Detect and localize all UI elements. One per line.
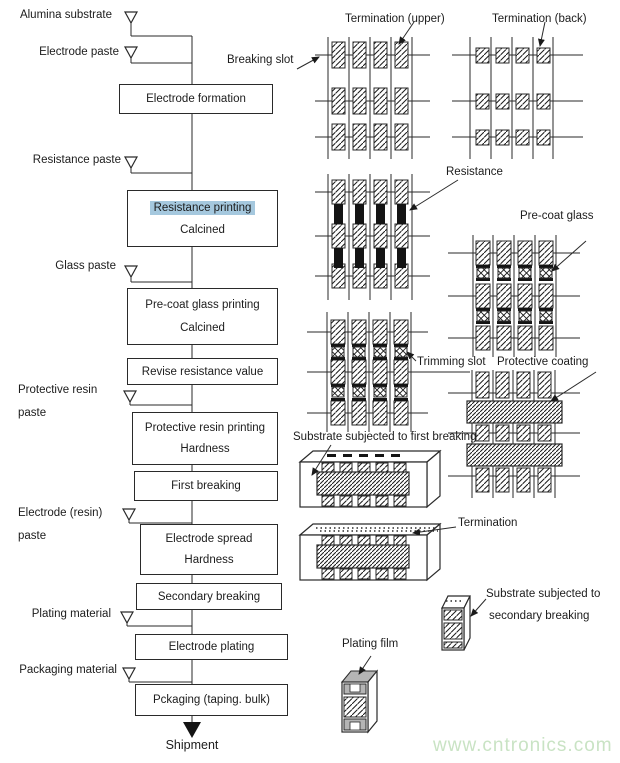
caption-first-breaking: Substrate subjected to first breaking — [293, 431, 477, 443]
step-electrode-formation — [119, 84, 273, 114]
step-label: Pckaging (taping. bulk) — [153, 694, 270, 706]
step-label: Electrode spread — [165, 533, 253, 546]
substrate-bar-first-breaking — [300, 451, 440, 507]
step-label: Protective resin printing — [144, 422, 266, 434]
caption-protective-coating: Protective coating — [497, 356, 589, 368]
substrate-grid-termination-back — [452, 37, 583, 159]
step-label: Electrode formation — [146, 93, 246, 105]
step-precoat-glass-printing — [127, 288, 278, 345]
input-label-resistance-paste: Resistance paste — [32, 154, 121, 166]
chip-plating-film — [342, 671, 377, 732]
input-label-electrode-paste: Electrode paste — [39, 46, 119, 58]
step-label-highlighted: Resistance printing — [150, 201, 256, 215]
step-resistance-printing — [127, 190, 278, 247]
substrate-grid-precoat-glass — [448, 235, 580, 357]
input-label-plating-material: Plating material — [31, 608, 111, 620]
input-label-packaging-material: Packaging material — [19, 664, 117, 676]
step-packaging — [135, 684, 288, 716]
substrate-grid-resistance-printed — [315, 174, 430, 300]
step-secondary-breaking — [136, 583, 282, 610]
caption-termination: Termination — [458, 517, 518, 529]
caption-breaking-slot: Breaking slot — [227, 54, 294, 66]
caption-precoat-glass: Pre-coat glass — [520, 210, 594, 222]
step-electrode-plating — [135, 634, 288, 660]
caption-plating-film: Plating film — [342, 638, 399, 650]
step-first-breaking — [134, 471, 278, 501]
shipment-arrow-icon — [183, 716, 201, 738]
input-label-electrode-resin: Electrode (resin) — [18, 507, 103, 519]
shipment-label: Shipment — [165, 738, 219, 752]
input-label-protective-resin: Protective resin — [18, 384, 98, 396]
step-protective-resin-printing — [132, 412, 278, 465]
caption-trimming-slot: Trimming slot — [417, 356, 486, 368]
input-label-glass-paste: Glass paste — [55, 260, 116, 272]
step-label: Hardness — [184, 553, 234, 566]
caption-secondary-breaking-2: secondary breaking — [489, 610, 590, 622]
caption-secondary-breaking-1: Substrate subjected to — [486, 588, 601, 600]
caption-termination-back: Termination (back) — [492, 13, 587, 25]
step-label: Pre-coat glass printing — [145, 299, 260, 312]
step-electrode-spread — [140, 524, 278, 575]
step-label: Electrode plating — [168, 641, 255, 653]
step-label: Calcined — [180, 321, 225, 334]
substrate-grid-termination-upper — [315, 37, 430, 159]
caption-termination-upper: Termination (upper) — [345, 13, 445, 25]
step-revise-resistance-value — [127, 358, 278, 385]
step-label: Calcined — [180, 224, 225, 237]
step-label: Secondary breaking — [157, 590, 261, 603]
substrate-grid-trimming-slot — [307, 312, 470, 432]
input-label-alumina-substrate: Alumina substrate — [19, 9, 112, 21]
step-label: Revise resistance value — [141, 365, 264, 378]
input-label-protective-resin-2: paste — [18, 407, 47, 419]
caption-resistance: Resistance — [446, 166, 503, 178]
site-watermark: www.cntronics.com — [433, 735, 613, 756]
chip-secondary-breaking — [442, 596, 470, 650]
step-label: First breaking — [171, 480, 241, 492]
step-label: Hardness — [180, 443, 230, 455]
input-label-electrode-resin-2: paste — [18, 530, 47, 542]
